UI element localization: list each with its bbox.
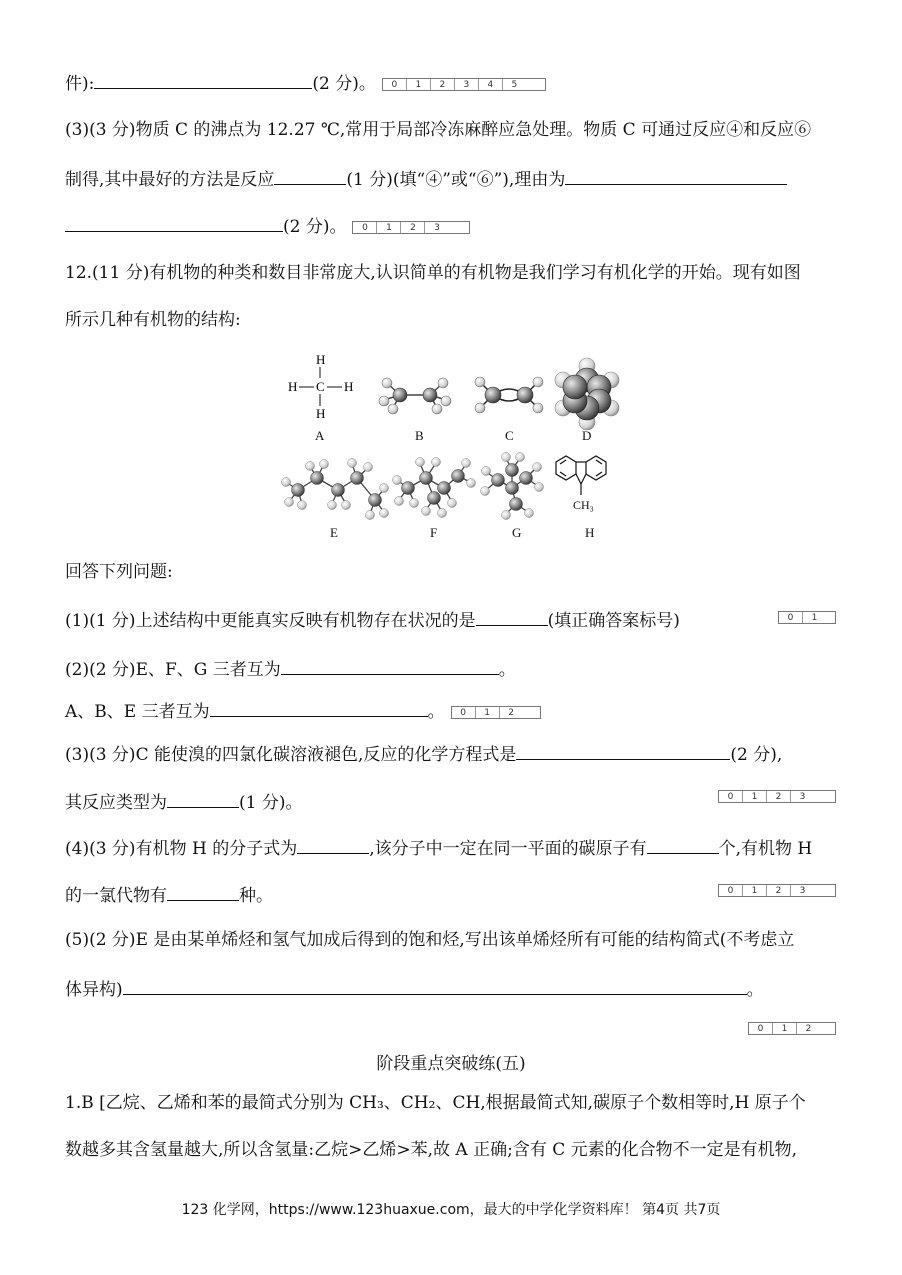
q12-part4-mid: ,该分子中一定在同一平面的碳原子有 <box>369 839 647 859</box>
q11-part3-line3 <box>65 215 470 237</box>
q11-prefix: 件): <box>65 74 95 94</box>
q12-part4-end: 个,有机物 H <box>718 839 813 859</box>
molecule-c-ball-stick <box>475 377 543 413</box>
answer-blank[interactable] <box>281 658 499 675</box>
q12-part5-b-text: 体异构) <box>65 980 123 1000</box>
answer-blank[interactable] <box>210 700 428 717</box>
score-cell[interactable]: 0 <box>749 1023 773 1034</box>
answer-blank[interactable] <box>167 791 239 808</box>
score-box[interactable] <box>748 1022 836 1035</box>
score-cell[interactable]: 1 <box>476 707 500 718</box>
answer-line-2: 数越多其含氢量越大,所以含氢量:乙烷>乙烯>苯,故 A 正确;含有 C 元素的化合物不一定是有机物, <box>65 1140 798 1160</box>
answer-blank[interactable] <box>516 743 730 760</box>
score-box[interactable] <box>778 611 836 624</box>
score-cell[interactable]: 0 <box>452 707 476 718</box>
label-e: E <box>330 525 338 540</box>
answer-blank[interactable] <box>65 215 283 232</box>
answer-blank[interactable] <box>565 168 787 185</box>
label-f: F <box>430 525 438 540</box>
score-cell[interactable]: 5 <box>511 80 518 90</box>
q12-intro-1: 12.(11 分)有机物的种类和数目非常庞大,认识简单的有机物是我们学习有机化学的开始。现有如图 <box>65 263 801 283</box>
answer-blank[interactable] <box>94 72 312 89</box>
score-box[interactable] <box>718 884 836 897</box>
score-box[interactable] <box>352 221 470 234</box>
q12-part3-b-text: 其反应类型为 <box>65 793 167 813</box>
score-cell[interactable]: 1 <box>407 79 431 90</box>
molecule-b-ball-stick <box>379 378 451 414</box>
label-g: G <box>512 525 522 540</box>
score-cell[interactable]: 2 <box>805 1024 812 1034</box>
molecule-h-structural <box>556 456 606 512</box>
q12-part5-a: (5)(2 分)E 是由某单烯烃和氢气加成后得到的饱和烃,写出该单烯烃所有可能的结构简式(不考虑立 <box>65 930 795 950</box>
q11-part3-text: (3)(3 分)物质 C 的沸点为 12.27 ℃,常用于局部冷冻麻醉应急处理。物质 C 可通过反应④和反应⑥ <box>65 120 812 140</box>
q11-part3-hint: (1 分)(填“④”或“⑥”),理由为 <box>346 170 566 190</box>
score-cell[interactable]: 3 <box>799 886 806 896</box>
q11-line-a <box>65 72 546 94</box>
molecule-figure <box>280 350 625 545</box>
score-cell[interactable]: 2 <box>767 791 791 802</box>
q11-part3-line2 <box>65 168 787 190</box>
q12-part4-b <box>65 884 273 906</box>
score-cell[interactable]: 1 <box>811 613 818 623</box>
section-title: 阶段重点突破练(五) <box>376 1054 526 1074</box>
score-cell[interactable]: 0 <box>353 222 377 233</box>
q12-part1-hint: (填正确答案标号) <box>547 611 680 631</box>
answer-blank[interactable] <box>274 168 346 185</box>
page-footer: 123 化学网，https://www.123huaxue.com，最大的中学化学资料库！ 第4页 共7页 <box>181 1202 721 1218</box>
q12-part5-b-end: 。 <box>746 980 764 1000</box>
label-h: H <box>585 525 595 540</box>
score-cell[interactable]: 0 <box>779 612 803 623</box>
answer-prompt: 回答下列问题: <box>65 562 173 582</box>
q12-part4-b-text: 的一氯代物有 <box>65 886 167 906</box>
q12-part1-text: (1)(1 分)上述结构中更能真实反映有机物存在状况的是 <box>65 611 476 631</box>
q12-part2-b <box>65 700 541 722</box>
molecule-g-ball-stick <box>481 453 544 520</box>
q12-part2-b-end: 。 <box>427 702 445 722</box>
atom-label: H <box>344 379 354 394</box>
methyl-label: CH₃ <box>573 498 594 512</box>
label-d: D <box>582 428 592 443</box>
answer-blank[interactable] <box>167 884 239 901</box>
score-cell[interactable]: 4 <box>479 79 503 90</box>
q12-part3-a <box>65 743 782 765</box>
label-b: B <box>415 428 424 443</box>
molecule-figure-svg <box>280 350 625 545</box>
q12-part3-b-end: (1 分)。 <box>239 793 303 813</box>
score-box[interactable] <box>451 706 541 719</box>
q11-part3-points: (2 分)。 <box>283 217 347 237</box>
q12-part4-a <box>65 837 812 859</box>
q12-part2-b-text: A、B、E 三者互为 <box>65 702 210 722</box>
q12-part2-end: 。 <box>498 660 516 680</box>
q12-part4-b-end: 种。 <box>239 886 273 906</box>
q11-part3-prompt: 制得,其中最好的方法是反应 <box>65 170 275 190</box>
score-cell[interactable]: 2 <box>767 885 791 896</box>
q12-part3-points: (2 分), <box>730 745 783 765</box>
q12-part3-text: (3)(3 分)C 能使溴的四氯化碳溶液褪色,反应的化学方程式是 <box>65 745 517 765</box>
answer-blank[interactable] <box>297 837 369 854</box>
q12-part2-text: (2)(2 分)E、F、G 三者互为 <box>65 660 281 680</box>
score-cell[interactable]: 1 <box>743 885 767 896</box>
q11-suffix: (2 分)。 <box>312 74 376 94</box>
score-cell[interactable]: 2 <box>431 79 455 90</box>
score-cell[interactable]: 1 <box>377 222 401 233</box>
molecule-d-space-filling <box>555 358 619 430</box>
score-cell[interactable]: 0 <box>719 791 743 802</box>
q12-intro-2: 所示几种有机物的结构: <box>65 310 241 330</box>
score-cell[interactable]: 0 <box>719 885 743 896</box>
answer-blank[interactable] <box>647 837 719 854</box>
score-cell[interactable]: 0 <box>383 79 407 90</box>
score-cell[interactable]: 2 <box>401 222 425 233</box>
score-cell[interactable]: 3 <box>799 792 806 802</box>
score-cell[interactable]: 1 <box>743 791 767 802</box>
answer-blank[interactable] <box>123 978 747 995</box>
q12-part1 <box>65 609 680 631</box>
q12-part4-text: (4)(3 分)有机物 H 的分子式为 <box>65 839 298 859</box>
q12-part2-a <box>65 658 516 680</box>
score-cell[interactable]: 2 <box>508 708 514 718</box>
score-cell[interactable]: 1 <box>773 1023 797 1034</box>
score-cell[interactable]: 3 <box>434 223 440 233</box>
score-box[interactable] <box>718 790 836 803</box>
atom-label: H <box>288 379 298 394</box>
label-c: C <box>505 428 514 443</box>
atom-label: H <box>316 352 326 367</box>
molecule-e-ball-stick <box>282 459 389 520</box>
q12-part5-b <box>65 978 764 1000</box>
atom-label: H <box>316 406 326 421</box>
answer-line-1: 1.B [乙烷、乙烯和苯的最简式分别为 CH₃、CH₂、CH,根据最简式知,碳原子个数相等时,H 原子个 <box>65 1093 806 1113</box>
molecule-a-structural <box>288 352 353 421</box>
molecule-f-ball-stick <box>393 458 476 518</box>
score-box[interactable] <box>382 78 546 91</box>
answer-blank[interactable] <box>476 609 548 626</box>
q12-part3-b <box>65 791 302 813</box>
label-a: A <box>315 428 325 443</box>
score-cell[interactable]: 3 <box>455 79 479 90</box>
atom-label: C <box>316 379 325 394</box>
